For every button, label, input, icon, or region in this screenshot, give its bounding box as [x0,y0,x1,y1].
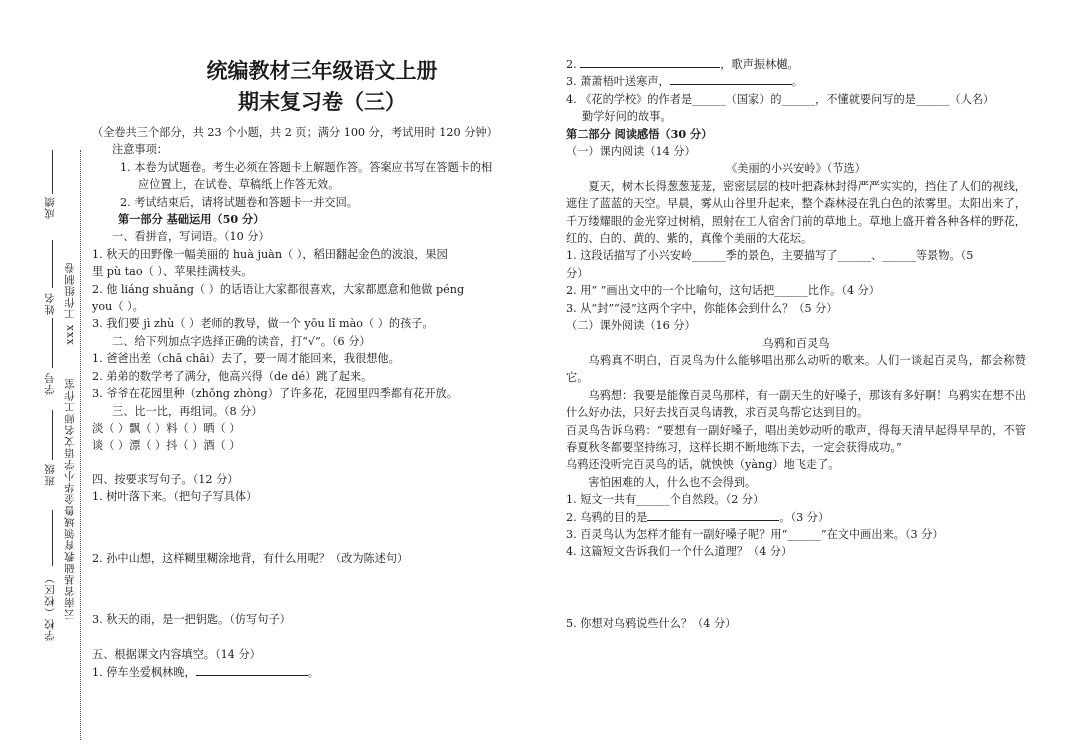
b2-text: 2. 乌鸦的目的是 [566,510,648,524]
exam-info: （全卷共三个部分，共 23 个小题，共 2 页；满分 100 分，考试用时 120 分钟） [92,126,498,139]
school-line [52,510,53,566]
compare-row-2: 谈（ ）漂（ ）抖（ ）酒（ ） [92,439,241,453]
f4b: 勤学好问的故事。 [582,110,672,124]
a3: 3. 从“封”“浸”这两个字中，你能体会到什么？（5 分） [566,301,838,315]
org-label-2: 云南省基础教育领域鲁金华小学语文名师工作室 [64,378,76,620]
name-label: 姓名 [44,292,56,315]
passage1-title: 《美丽的小兴安岭》（节选） [726,162,866,176]
f3-blank[interactable] [670,73,792,85]
school-label: 学校（校区） [44,572,56,641]
q1a: 1. 秋天的田野像一幅美丽的 huà juàn（ ），稻田翻起金色的波浪，果园 [92,247,448,261]
b1: 1. 短文一共有______个自然段。（2 分） [566,493,765,507]
section1-heading: 一、看拼音，写词语。（10 分） [112,230,270,244]
passage2-p2: 乌鸦想：我要是能像百灵鸟那样，有一副天生的好嗓子，那该有多好啊！乌鸦实在想不出什么好办法，只好去找百灵鸟请教，求百灵鸟帮它达到目的。 [566,388,1026,420]
compare-row-1: 淡（ ）飘（ ）料（ ）晒（ ） [92,421,241,435]
b5: 5. 你想对乌鸦说些什么？（4 分） [566,616,737,630]
note-1b: 应位置上，在试卷、草稿纸上作答无效。 [138,178,340,192]
passage2-p3: 百灵鸟告诉乌鸦：“要想有一副好嗓子，唱出美妙动听的歌声，得每天清早起得早早的，不管春夏秋冬都要坚持练习，这样长期不断地练下去，一定会获得成功。” [566,423,1026,454]
b2 [566,509,1026,526]
section3-heading: 三、比一比，再组词。（8 分） [112,404,263,418]
section5-heading: 五、根据课文内容填空。（14 分） [92,648,261,662]
a1b: 分） [566,266,589,280]
a2: 2. 用“ ”画出文中的一个比喻句，这句话把______比作。（4 分） [566,284,880,298]
b2-blank[interactable] [647,509,779,521]
passage2-p1: 乌鸦真不明白，百灵鸟为什么能够唱出那么动听的歌来。人们一谈起百灵鸟，都会称赞它。 [566,353,1026,385]
q3: 3. 我们要 jì zhù（ ）老师的教导，做一个 yōu lǐ mào（ ）的孩子。 [92,317,434,331]
passage2-title: 乌鸦和百灵鸟 [762,336,830,350]
page-subtitle: 期末复习卷（三） [238,89,406,114]
r1: 1. 爸爸出差（chā chāi）去了，要一周才能回来，我很想他。 [92,352,400,366]
r2: 2. 弟弟的数学考了满分，他高兴得（de dé）跳了起来。 [92,369,373,383]
student-id-label: 学号 [44,372,56,395]
q2b: you（ ）。 [92,300,144,314]
f2 [566,56,1026,73]
w1: 1. 树叶落下来。（把句子写具体） [92,490,258,504]
w2: 2. 孙中山想，这样糊里糊涂地背，有什么用呢？（改为陈述句） [92,551,409,565]
f3-end: 。 [791,75,803,89]
org-label: xxx 工作组制卷 [64,262,76,345]
left-column [92,56,522,681]
part1-heading: 第一部分 基础运用（50 分） [118,212,265,227]
f3-text: 3. 萧萧梧叶送寒声， [566,75,670,89]
f2-num: 2. [566,58,577,71]
r3: 3. 爷爷在花园里种（zhǒng zhòng）了许多花，花园里四季都有花开放。 [92,387,458,401]
class-label: 班级 [44,463,56,486]
f2-text: ，歌声振林樾。 [720,58,799,71]
right-column [566,56,1026,632]
f1: 1. 停车坐爱枫林晚， 。 [92,665,319,679]
passage1: 夏天，树木长得葱葱茏茏，密密层层的枝叶把森林封得严严实实的，挡住了人们的视线，遮住了蓝蓝的天空。早晨，雾从山谷里升起来，整个森林浸在乳白色的浓雾里。太阳出来了，千万缕耀眼的金光穿过树梢，照射在工人宿舍门前的草地上。草地上盛开着各种各样的野花，红的、白的、黄的、紫的，真像个美丽的大花坛。 [566,179,1026,246]
name-line [52,240,53,288]
sub2-heading: （二）课外阅读（16 分） [566,319,696,333]
passage2-p5: 害怕困难的人，什么也不会得到。 [588,475,757,489]
sub1-heading: （一）课内阅读（14 分） [566,145,696,159]
section4-heading: 四、按要求写句子。（12 分） [92,472,239,486]
page-title: 统编教材三年级语文上册 [206,58,438,83]
a1a: 1. 这段话描写了小兴安岭______季的景色，主要描写了______、______等景物。（5 [566,249,974,263]
q2a: 2. 他 liáng shuǎng（ ）的话语让大家都很喜欢，大家都愿意和他做 péng [92,282,465,296]
part2-heading: 第二部分 阅读感悟（30 分） [566,126,713,141]
q1b: 里 pù tao（ ）、苹果挂满枝头。 [92,265,253,279]
student-id-line [52,318,53,368]
score-label: 成绩 [44,196,56,219]
section2-heading: 二、给下列加点字选择正确的读音，打“√”。（6 分） [112,334,371,348]
f4: 4. 《花的学校》的作者是______（国家）的______，不懂就要问写的是______（人名） [566,92,995,106]
notes-heading: 注意事项： [112,143,168,157]
note-1a: 1. 本卷为试题卷。考生必须在答题卡上解题作答。答案应书写在答题卡的相 [120,160,493,174]
passage2-p4: 乌鸦还没听完百灵鸟的话，就怏怏（yàng）地飞走了。 [566,458,840,472]
f2-blank[interactable] [580,56,720,68]
score-line [52,150,53,194]
b3: 3. 百灵鸟认为怎样才能有一副好嗓子呢？用“______”在文中画出来。（3 分） [566,527,944,541]
b4: 4. 这篇短文告诉我们一个什么道理？（4 分） [566,545,793,559]
w3: 3. 秋天的雨，是一把钥匙。（仿写句子） [92,612,291,626]
f1-blank[interactable] [196,664,308,676]
class-line [52,410,53,460]
b2-end: 。（3 分） [779,510,830,524]
f3 [566,73,1026,90]
note-2: 2. 考试结束后，请将试题卷和答题卡一并交回。 [120,195,358,209]
f1-text: 1. 停车坐爱枫林晚， [92,665,196,679]
